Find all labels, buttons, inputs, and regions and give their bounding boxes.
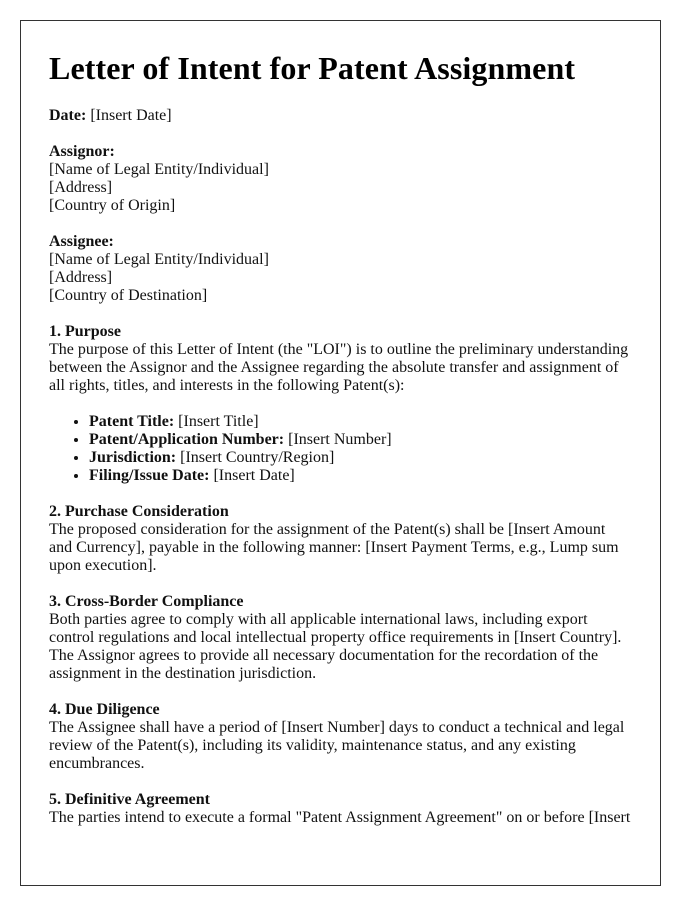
section-purchase-consideration [49, 503, 632, 575]
assignee-label: Assignee: [49, 233, 114, 250]
section-heading: 5. Definitive Agreement [49, 791, 210, 808]
page-title: Letter of Intent for Patent Assignment [49, 50, 576, 86]
assignor-name: [Name of Legal Entity/Individual] [49, 161, 269, 178]
item-label: Filing/Issue Date: [89, 467, 210, 484]
section-body: Both parties agree to comply with all applicable international laws, including export control regulations and local intellectual property office requirements in [Insert Country]. The Assignor agrees to provide all necessary documentation for the recordation of the assignment in the destination jurisdiction. [49, 611, 622, 682]
section-due-diligence [49, 701, 632, 773]
list-item-jurisdiction [89, 449, 632, 467]
date-line [49, 107, 632, 125]
item-label: Patent Title: [89, 413, 175, 430]
section-heading: 3. Cross-Border Compliance [49, 593, 244, 610]
section-purpose [49, 323, 632, 485]
date-value: [Insert Date] [86, 107, 172, 124]
item-value: [Insert Title] [174, 413, 259, 430]
letter-page [20, 20, 661, 886]
assignor-address: [Address] [49, 179, 113, 196]
section-body: The parties intend to execute a formal "Patent Assignment Agreement" on or before [Insert [49, 809, 631, 826]
section-body: The Assignee shall have a period of [Insert Number] days to conduct a technical and legal review of the Patent(s), including its validity, maintenance status, and any existing encumbrances. [49, 719, 625, 772]
section-body: The purpose of this Letter of Intent (the "LOI") is to outline the preliminary understanding between the Assignor and the Assignee regarding the absolute transfer and assignment of all rights, titles, and interests in the following Patent(s): [49, 341, 629, 394]
patent-details-list [49, 413, 632, 485]
date-label: Date: [49, 107, 87, 124]
section-heading: 4. Due Diligence [49, 701, 160, 718]
section-heading: 1. Purpose [49, 323, 121, 340]
assignor-label: Assignor: [49, 143, 115, 160]
assignor-country: [Country of Origin] [49, 197, 176, 214]
assignor-block [49, 143, 632, 215]
section-cross-border-compliance [49, 593, 632, 683]
item-value: [Insert Number] [284, 431, 392, 448]
list-item-patent-number [89, 431, 632, 449]
list-item-filing-date [89, 467, 632, 485]
assignee-name: [Name of Legal Entity/Individual] [49, 251, 269, 268]
list-item-patent-title [89, 413, 632, 431]
item-value: [Insert Country/Region] [176, 449, 335, 466]
section-body: The proposed consideration for the assignment of the Patent(s) shall be [Insert Amount and Currency], payable in the following manner: [Insert Payment Terms, e.g., Lump sum upon execution]. [49, 521, 619, 574]
item-value: [Insert Date] [209, 467, 295, 484]
section-heading: 2. Purchase Consideration [49, 503, 229, 520]
assignee-address: [Address] [49, 269, 113, 286]
item-label: Jurisdiction: [89, 449, 177, 466]
item-label: Patent/Application Number: [89, 431, 285, 448]
section-definitive-agreement [49, 791, 632, 827]
assignee-block [49, 233, 632, 305]
assignee-country: [Country of Destination] [49, 287, 208, 304]
